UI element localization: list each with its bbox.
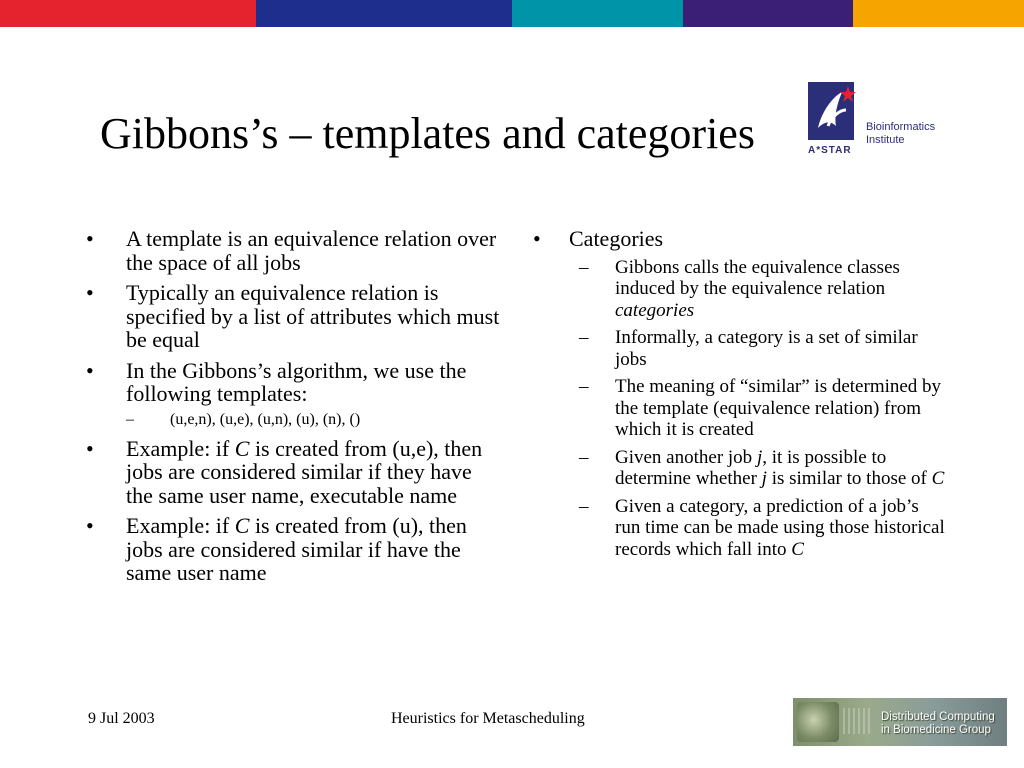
bullet-marker: • [86, 513, 94, 538]
bullet-text: In the Gibbons’s algorithm, we use the following templates: [126, 357, 467, 406]
badge-line1: Distributed Computing [881, 711, 995, 723]
variable: C [234, 513, 250, 538]
text-run: Example: if [126, 435, 235, 461]
dna-image-icon [797, 702, 839, 742]
list-item [80, 359, 500, 430]
footer-date: 9 Jul 2003 [88, 710, 155, 727]
group-badge [793, 698, 1007, 746]
dash-marker: – [126, 410, 134, 428]
left-bullet-list [80, 227, 500, 592]
dash-marker: – [579, 446, 589, 468]
text-run: Given a category, a prediction of a job’s run time can be made using those historical records which fall into [615, 495, 945, 560]
color-band-orange [853, 0, 1024, 27]
bullet-marker: • [86, 357, 94, 383]
bullet-text: Categories [569, 226, 664, 251]
variable: j [756, 446, 763, 468]
sub-list [126, 410, 500, 430]
sub-list-item [527, 376, 947, 441]
text-run: is similar to those of [766, 468, 932, 489]
sub-list-item [126, 410, 500, 430]
variable: C [931, 468, 945, 489]
text-run: Given another job [615, 446, 757, 468]
list-item [80, 514, 500, 585]
list-item [80, 227, 500, 274]
text-run: is created from (u,e), then jobs are considered similar if they have the same user name, executable name [126, 435, 483, 508]
variable: C [791, 538, 804, 560]
logo-org-line2: Institute [866, 134, 905, 146]
group-badge-text [881, 711, 1005, 737]
variable: C [234, 435, 250, 461]
sub-list-item [527, 447, 947, 490]
bullet-text [126, 513, 467, 585]
color-band-blue [256, 0, 512, 27]
text-run: Gibbons calls the equivalence classes induced by the equivalence relation [615, 256, 900, 299]
bullet-text: A template is an equivalence relation over the space of all jobs [126, 226, 497, 275]
sub-list-item [527, 327, 947, 370]
variable: categories [615, 299, 695, 321]
color-band-purple [683, 0, 853, 27]
dash-marker: – [579, 495, 589, 517]
slide-title: Gibbons’s – templates and categories [100, 109, 755, 158]
bullet-text [126, 436, 482, 508]
sub-list [569, 257, 947, 561]
text-run: Example: if [126, 513, 235, 538]
sub-item-text [615, 257, 900, 321]
list-item [527, 227, 947, 560]
color-band-teal [512, 0, 683, 27]
sub-list-item [527, 257, 947, 322]
logo-org-name [866, 121, 935, 147]
variable: j [761, 468, 767, 489]
top-color-bar [0, 0, 1024, 27]
bullet-text: Typically an equivalence relation is specified by a list of attributes which must be equal [126, 280, 500, 352]
right-bullet-list [527, 227, 947, 567]
badge-line2: in Biomedicine Group [881, 724, 991, 736]
logo-mark-text: A*STAR [808, 145, 852, 156]
sub-item-text: The meaning of “similar” is determined by the template (equivalence relation) from which it is created [615, 376, 942, 440]
bullet-marker: • [86, 280, 94, 305]
text-run: is created from (u), then jobs are considered similar if have the same user name [126, 513, 467, 585]
bullet-marker: • [86, 435, 94, 461]
dash-marker: – [579, 327, 589, 348]
footer-title: Heuristics for Metascheduling [391, 710, 585, 727]
dash-marker: – [579, 256, 589, 278]
text-run: , it is possible to determine whether [615, 446, 887, 489]
sub-item-text: Informally, a category is a set of similar jobs [615, 327, 918, 370]
list-item [80, 437, 500, 508]
bullet-marker: • [86, 226, 94, 251]
sub-item-text: (u,e,n), (u,e), (u,n), (u), (n), () [170, 410, 361, 428]
sub-list-item [527, 496, 947, 561]
bullet-marker: • [533, 226, 541, 251]
sub-item-text [615, 496, 945, 560]
sub-item-text [615, 447, 944, 490]
list-item [80, 281, 500, 352]
stripe-pattern-icon [843, 708, 873, 734]
logo-org-line1: Bioinformatics [866, 121, 936, 133]
dash-marker: – [579, 376, 589, 397]
color-band-red [0, 0, 256, 27]
